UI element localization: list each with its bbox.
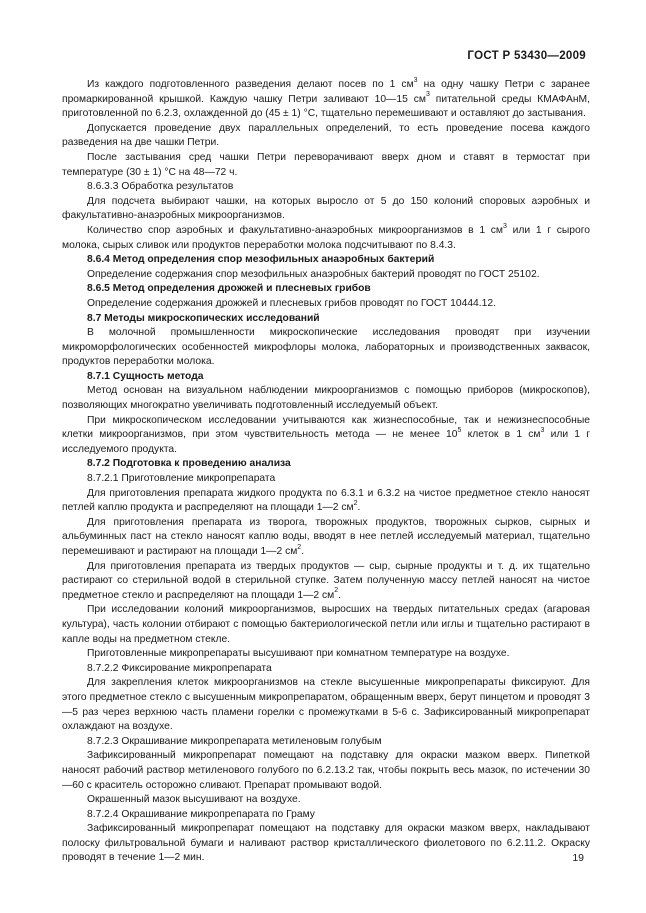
paragraph: Метод основан на визуальном наблюдении микроорганизмов с помощью приборов (микроскопов), позволяющих многократно увеличивать подготовленный исследуемый объект. <box>62 385 590 412</box>
superscript: 3 <box>503 222 507 230</box>
standard-number: ГОСТ Р 53430—2009 <box>467 50 586 62</box>
paragraph: Окрашенный мазок высушивают на воздухе. <box>87 794 301 806</box>
superscript: 5 <box>457 426 462 434</box>
paragraph: Из каждого подготовленного разведения делают посев по 1 $см^3$ на одну чашку Петри с заранее промаркированной крышкой. Каждую чашку Петри заливают 10—15 $см^3$ питательной среды КМАФАнМ, приготовленной по 6.2.3, охлажденной до (45 ± 1) °С, тщательно перемешивают и оставляют до застывания. <box>62 76 590 120</box>
paragraph: Для подсчета выбирают чашки, на которых выросло от 5 до 150 колоний споровых аэробных и факультативно-анаэробных микроорганизмов. <box>62 195 590 222</box>
paragraph: 8.6.3.3 Обработка результатов <box>87 181 234 193</box>
paragraph: Определение содержания спор мезофильных анаэробных бактерий проводят по ГОСТ 25102. <box>87 268 540 280</box>
paragraph: Зафиксированный микропрепарат помещают на подставку для окраски мазком вверх. Пипеткой наносят рабочий раствор метиленового голубого по 6.2.13.2 так, чтобы покрыть весь мазок, по истечении 30—60 с краситель осторожно сливают. Препарат промывают водой. <box>62 750 590 791</box>
paragraph: При исследовании колоний микроорганизмов, выросших на твердых питательных средах (агаровая культура), часть колонии отбирают с помощью бактериологической петли или иглы и тщательно растирают в капле воды на предметном стекле. <box>62 604 590 645</box>
paragraph: Приготовленные микропрепараты высушивают при комнатном температуре на воздухе. <box>87 648 510 660</box>
paragraph: Для приготовления препарата из творога, творожных продуктов, творожных сырков, сырных и альбуминных паст на стекло наносят каплю воды, вводят в нее петлей исследуемый материал, тщательно перемешивают и растирают на площади 1—2 $см^2$. <box>62 516 590 557</box>
superscript: 2 <box>353 499 358 507</box>
paragraph: Количество спор аэробных и факультативно-анаэробных микроорганизмов в 1 $см^3$ или 1 г сырого молока, сырых сливок или продуктов переработки молока подсчитывают по 8.4.3. <box>62 222 590 251</box>
section-heading: 8.7.1 Сущность метода <box>87 370 204 382</box>
paragraph: 8.7.2.1 Приготовление микропрепарата <box>87 473 276 485</box>
section-heading: 8.7 Методы микроскопических исследований <box>87 312 320 324</box>
section-heading: 8.6.5 Метод определения дрожжей и плесневых грибов <box>87 283 371 295</box>
section-heading: 8.7.2 Подготовка к проведению анализа <box>87 458 291 470</box>
superscript: 3 <box>540 426 545 434</box>
paragraph: Допускается проведение двух параллельных определений, то есть проведение посева каждого разведения на две чашки Петри. <box>62 122 590 149</box>
superscript: 3 <box>413 76 418 84</box>
paragraph: При микроскопическом исследовании учитываются как жизнеспособные, так и нежизнеспособные клетки микроорганизмов, при этом чувствительность метода — не менее $10^5$ клеток в 1 $см^3$ или 1 г исследуемого продукта. <box>62 414 590 455</box>
paragraph: После застывания сред чашки Петри переворачивают вверх дном и ставят в термостат при температуре (30 ± 1) °С на 48—72 ч. <box>62 151 590 178</box>
superscript: 3 <box>425 91 430 99</box>
paragraph: Зафиксированный микропрепарат помещают на подставку для окраски мазком вверх, накладывают полоску фильтровальной бумаги и наливают раствор кристаллического фиолетового по 6.2.11.2. Окраску проводят в течение 1—2 мин. <box>62 823 590 864</box>
paragraph: 8.7.2.2 Фиксирование микропрепарата <box>87 662 272 674</box>
paragraph: Для закрепления клеток микроорганизмов на стекле высушенные микропрепараты фиксируют. Для этого предметное стекло с высушенным микропрепаратом, обращенным вверх, берут пинцетом и проводят 3—5 раз через верхнюю часть пламени горелки с промежутками в 5-6 с. Зафиксированный микропрепарат охлаждают на воздухе. <box>62 677 590 733</box>
paragraph: В молочной промышленности микроскопические исследования проводят при изучении микроморфологических особенностей микрофлоры молока, лабораторных и производственных заквасок, продуктов переработки молока. <box>62 327 590 368</box>
paragraph: Для приготовления препарата из твердых продуктов — сыр, сырные продукты и т. д. их тщательно растирают со стерильной водой в стерильной ступке. Затем полученную массу петлей наносят на чистое предметное стекло и распределяют на площади 1—2 $см^2$. <box>62 560 590 601</box>
document-body <box>62 78 590 866</box>
superscript: 2 <box>334 587 339 595</box>
superscript: 2 <box>297 543 302 551</box>
paragraph: Определение содержания дрожжей и плесневых грибов проводят по ГОСТ 10444.12. <box>87 297 496 309</box>
page-number: 19 <box>572 852 584 864</box>
paragraph: 8.7.2.4 Окрашивание микропрепарата по Граму <box>87 808 315 820</box>
paragraph: 8.7.2.3 Окрашивание микропрепарата метиленовым голубым <box>87 735 382 747</box>
paragraph: Для приготовления препарата жидкого продукта по 6.3.1 и 6.3.2 на чистое предметное стекло наносят петлей каплю продукта и распределяют на площади 1—2 $см^2$. <box>62 487 590 514</box>
section-heading: 8.6.4 Метод определения спор мезофильных анаэробных бактерий <box>87 254 435 266</box>
